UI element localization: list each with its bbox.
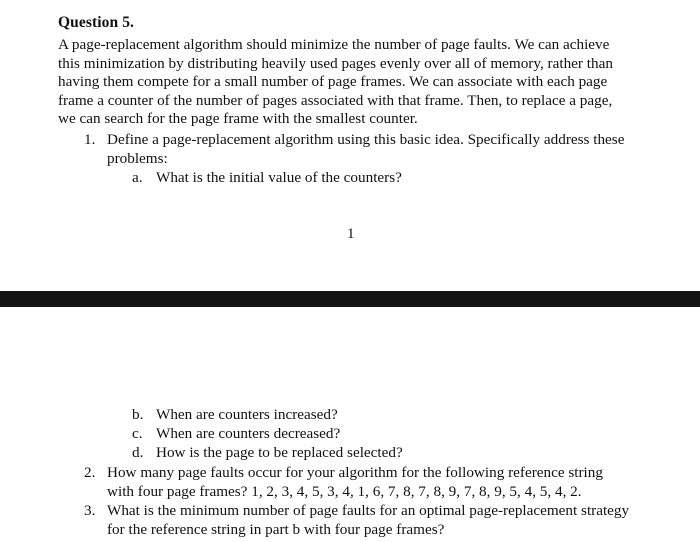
subitem-b-text: When are counters increased?: [156, 406, 338, 423]
answer-text: 1: [347, 226, 355, 242]
item-2-text: [107, 464, 603, 501]
subitem-c-letter: c.: [132, 425, 143, 442]
item-1-line: Define a page-replacement algorithm using this basic idea. Specifically address these: [107, 131, 625, 148]
question-intro: [58, 36, 668, 129]
item-1-number: 1.: [84, 131, 96, 148]
item-3-text: [107, 502, 629, 539]
subitem-d-letter: d.: [132, 444, 144, 461]
question-title: Question 5.: [58, 14, 135, 31]
item-1-text: [107, 131, 624, 168]
subitem-a-text: What is the initial value of the counters?: [156, 169, 402, 186]
intro-line: A page-replacement algorithm should minimize the number of page faults. We can achieve: [58, 36, 610, 53]
subitem-c-text: When are counters decreased?: [156, 425, 341, 442]
intro-line: this minimization by distributing heavily used pages evenly over all of memory, rather than: [58, 54, 613, 72]
subitem-a-letter: a.: [132, 169, 143, 186]
item-2-number: 2.: [84, 464, 96, 481]
item-3-line: What is the minimum number of page faults for an optimal page-replacement strategy: [107, 502, 630, 519]
intro-line: we can search for the page frame with the smallest counter.: [58, 110, 418, 128]
item-3-line: for the reference string in part b with four page frames?: [107, 520, 445, 538]
subitem-b-letter: b.: [132, 406, 144, 423]
item-2-line: with four page frames? 1, 2, 3, 4, 5, 3, 4, 1, 6, 7, 8, 7, 8, 9, 7, 8, 9, 5, 4, 5, 4, 2.: [107, 482, 582, 500]
item-2-line: How many page faults occur for your algorithm for the following reference string: [107, 464, 603, 481]
divider-band: [0, 291, 700, 307]
intro-line: having them compete for a small number of page frames. We can associate with each page: [58, 73, 608, 91]
subitem-d-text: How is the page to be replaced selected?: [156, 444, 403, 461]
intro-line: frame a counter of the number of pages associated with that frame. Then, to replace a page,: [58, 91, 613, 109]
item-3-number: 3.: [84, 502, 96, 519]
item-1-line: problems:: [107, 149, 168, 167]
